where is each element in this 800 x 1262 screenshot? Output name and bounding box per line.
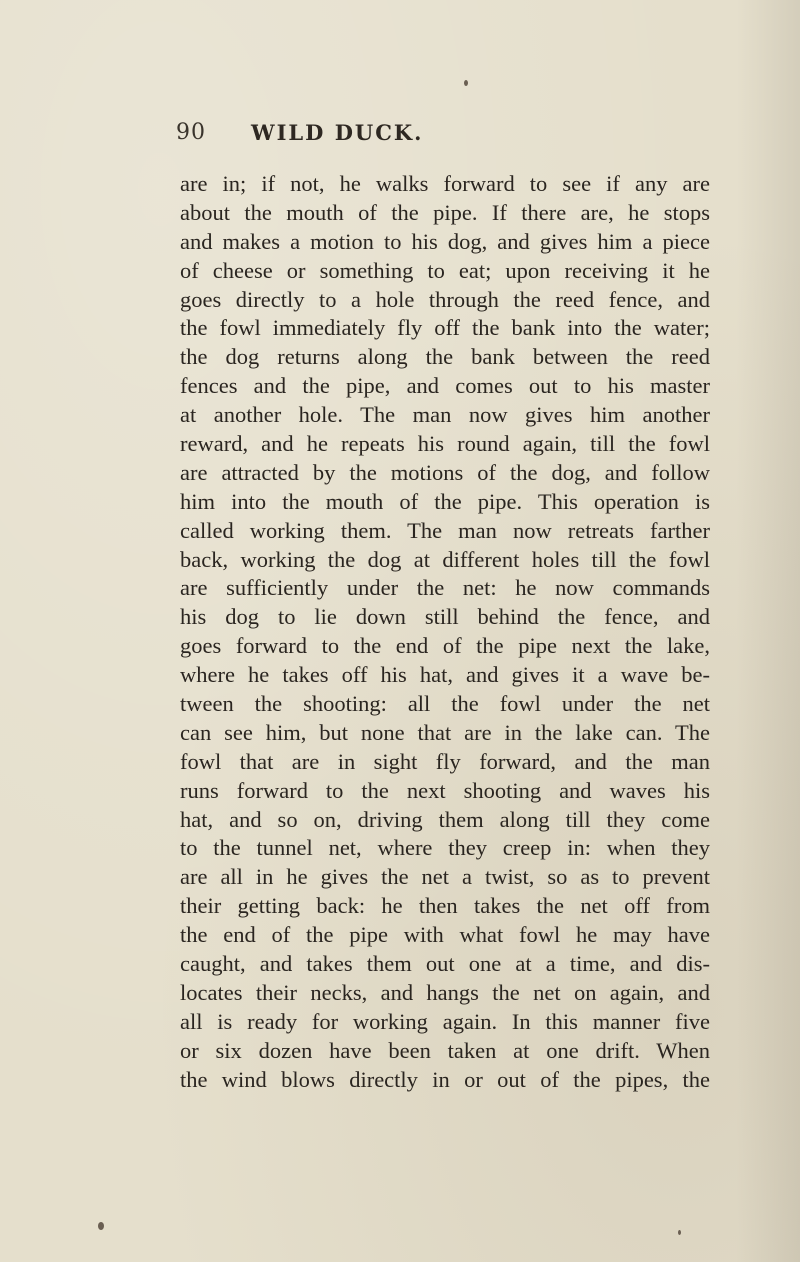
text-line: him into the mouth of the pipe. This operation is (180, 488, 710, 514)
text-line: his dog to lie down still behind the fence, and (180, 604, 710, 630)
text-line: can see him, but none that are in the lake can. The (180, 719, 710, 745)
text-line: back, working the dog at different holes till the fowl (180, 546, 710, 572)
text-line: tween the shooting: all the fowl under the net (180, 691, 710, 717)
paper-speck (678, 1230, 681, 1235)
text-line: their getting back: he then takes the net off from (180, 893, 710, 919)
paper-speck (98, 1222, 104, 1230)
text-line: fowl that are in sight fly forward, and the man (180, 748, 710, 774)
text-line: and makes a motion to his dog, and gives him a piece (180, 228, 710, 254)
page-number: 90 (176, 120, 206, 145)
text-line: at another hole. The man now gives him another (180, 402, 710, 428)
text-line: where he takes off his hat, and gives it a wave be- (180, 662, 710, 688)
text-line: about the mouth of the pipe. If there are, he stops (180, 199, 710, 225)
text-line: fences and the pipe, and comes out to his master (180, 373, 710, 399)
running-title: WILD DUCK. (251, 120, 424, 145)
text-line: are attracted by the motions of the dog, and follow (180, 459, 710, 485)
text-line: goes forward to the end of the pipe next the lake, (180, 633, 710, 659)
text-line: hat, and so on, driving them along till they come (180, 806, 710, 832)
text-line: of cheese or something to eat; upon receiving it he (180, 257, 710, 283)
page-header (176, 120, 716, 156)
text-line: runs forward to the next shooting and waves his (180, 777, 710, 803)
text-line: all is ready for working again. In this manner five (180, 1008, 710, 1034)
text-line: called working them. The man now retreats farther (180, 517, 710, 543)
body-text (180, 170, 710, 1095)
text-line: the dog returns along the bank between the reed (180, 344, 710, 370)
paper-speck (464, 80, 468, 86)
text-line: reward, and he repeats his round again, till the fowl (180, 431, 710, 457)
text-line: are in; if not, he walks forward to see if any are (180, 171, 710, 196)
text-line: or six dozen have been taken at one drift. When (180, 1037, 710, 1063)
text-line: are all in he gives the net a twist, so as to prevent (180, 864, 710, 890)
text-line: locates their necks, and hangs the net on again, and (180, 979, 710, 1005)
text-line: the fowl immediately fly off the bank into the water; (180, 315, 710, 341)
text-line: goes directly to a hole through the reed fence, and (180, 286, 710, 312)
text-line: are sufficiently under the net: he now commands (180, 575, 710, 601)
text-line: the wind blows directly in or out of the pipes, the (180, 1066, 710, 1092)
text-line: the end of the pipe with what fowl he may have (180, 922, 710, 948)
text-line: caught, and takes them out one at a time, and dis- (180, 951, 710, 977)
text-line: to the tunnel net, where they creep in: when they (180, 835, 710, 861)
